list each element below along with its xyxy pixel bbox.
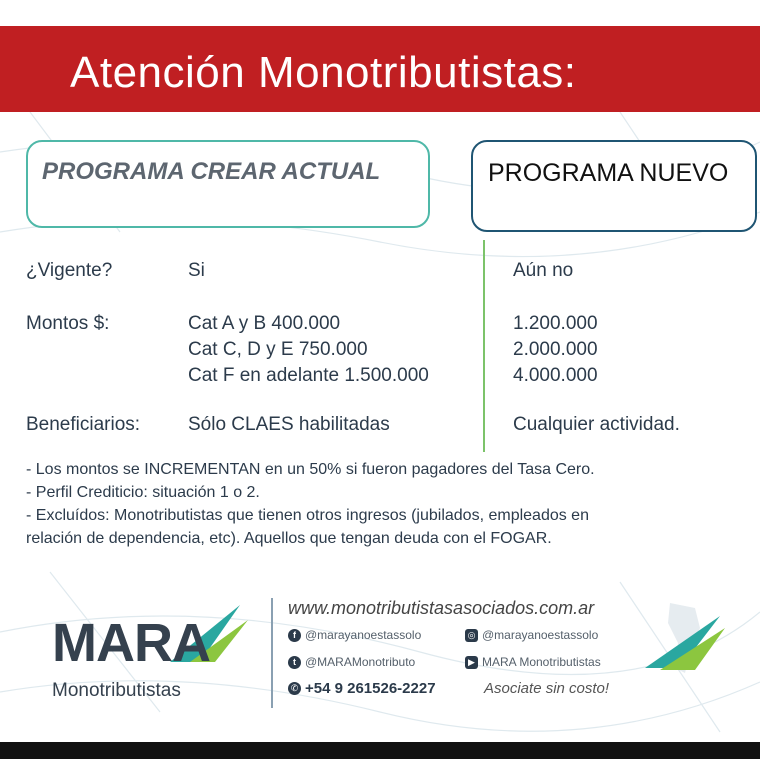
argentina-map-icon [640,598,730,678]
whatsapp-icon: ✆ [288,682,301,695]
logo-subtitle: Monotributistas [52,680,181,701]
facebook-link[interactable] [288,628,421,642]
youtube-link[interactable] [465,655,601,669]
vigente-current: Si [188,260,205,281]
montos-new-3: 4.000.000 [513,365,598,386]
notes-block [26,458,746,550]
montos-new-1: 1.200.000 [513,313,598,334]
montos-current-1: Cat A y B 400.000 [188,313,341,334]
new-program-label: PROGRAMA NUEVO [488,159,729,187]
note-line: - Excluídos: Monotributistas que tienen otros ingresos (jubilados, empleados en [26,507,589,524]
cta-text: Asociate sin costo! [484,680,610,697]
note-line: - Perfil Crediticio: situación 1 o 2. [26,484,260,501]
montos-new-2: 2.000.000 [513,339,598,360]
beneficiarios-label: Beneficiarios: [26,414,141,435]
montos-label: Montos $: [26,313,110,334]
twitter-handle: @MARAMonotributo [305,655,416,669]
phone-number: +54 9 261526-2227 [305,680,436,697]
title-banner [0,26,760,112]
current-program-box [26,140,430,228]
twitter-icon: t [288,656,301,669]
youtube-icon: ▶ [465,656,478,669]
instagram-icon: ◎ [465,629,478,642]
footer-divider [271,598,273,708]
top-strip [0,0,760,26]
vigente-new: Aún no [513,260,574,281]
bottom-bar [0,742,760,759]
facebook-icon: f [288,629,301,642]
note-line: - Los montos se INCREMENTAN en un 50% si fueron pagadores del Tasa Cero. [26,461,595,478]
beneficiarios-current: Sólo CLAES habilitadas [188,414,390,435]
montos-current-3: Cat F en adelante 1.500.000 [188,365,429,386]
facebook-handle: @marayanoestassolo [305,628,422,642]
column-divider [483,240,485,452]
vigente-label: ¿Vigente? [26,260,113,281]
website-link[interactable]: www.monotributistasasociados.com.ar [288,598,595,618]
note-line: relación de dependencia, etc). Aquellos que tengan deuda con el FOGAR. [26,530,552,547]
instagram-handle: @marayanoestassolo [482,628,599,642]
phone-link[interactable] [288,680,436,697]
beneficiarios-new: Cualquier actividad. [513,414,680,435]
current-program-label: PROGRAMA CREAR ACTUAL [42,158,381,185]
montos-current-2: Cat C, D y E 750.000 [188,339,368,360]
new-program-box [471,140,757,232]
page-title: Atención Monotributistas: [70,48,577,97]
logo: MARA [52,613,210,673]
instagram-link[interactable] [465,628,598,642]
youtube-handle: MARA Monotributistas [482,655,601,669]
twitter-link[interactable] [288,655,415,669]
